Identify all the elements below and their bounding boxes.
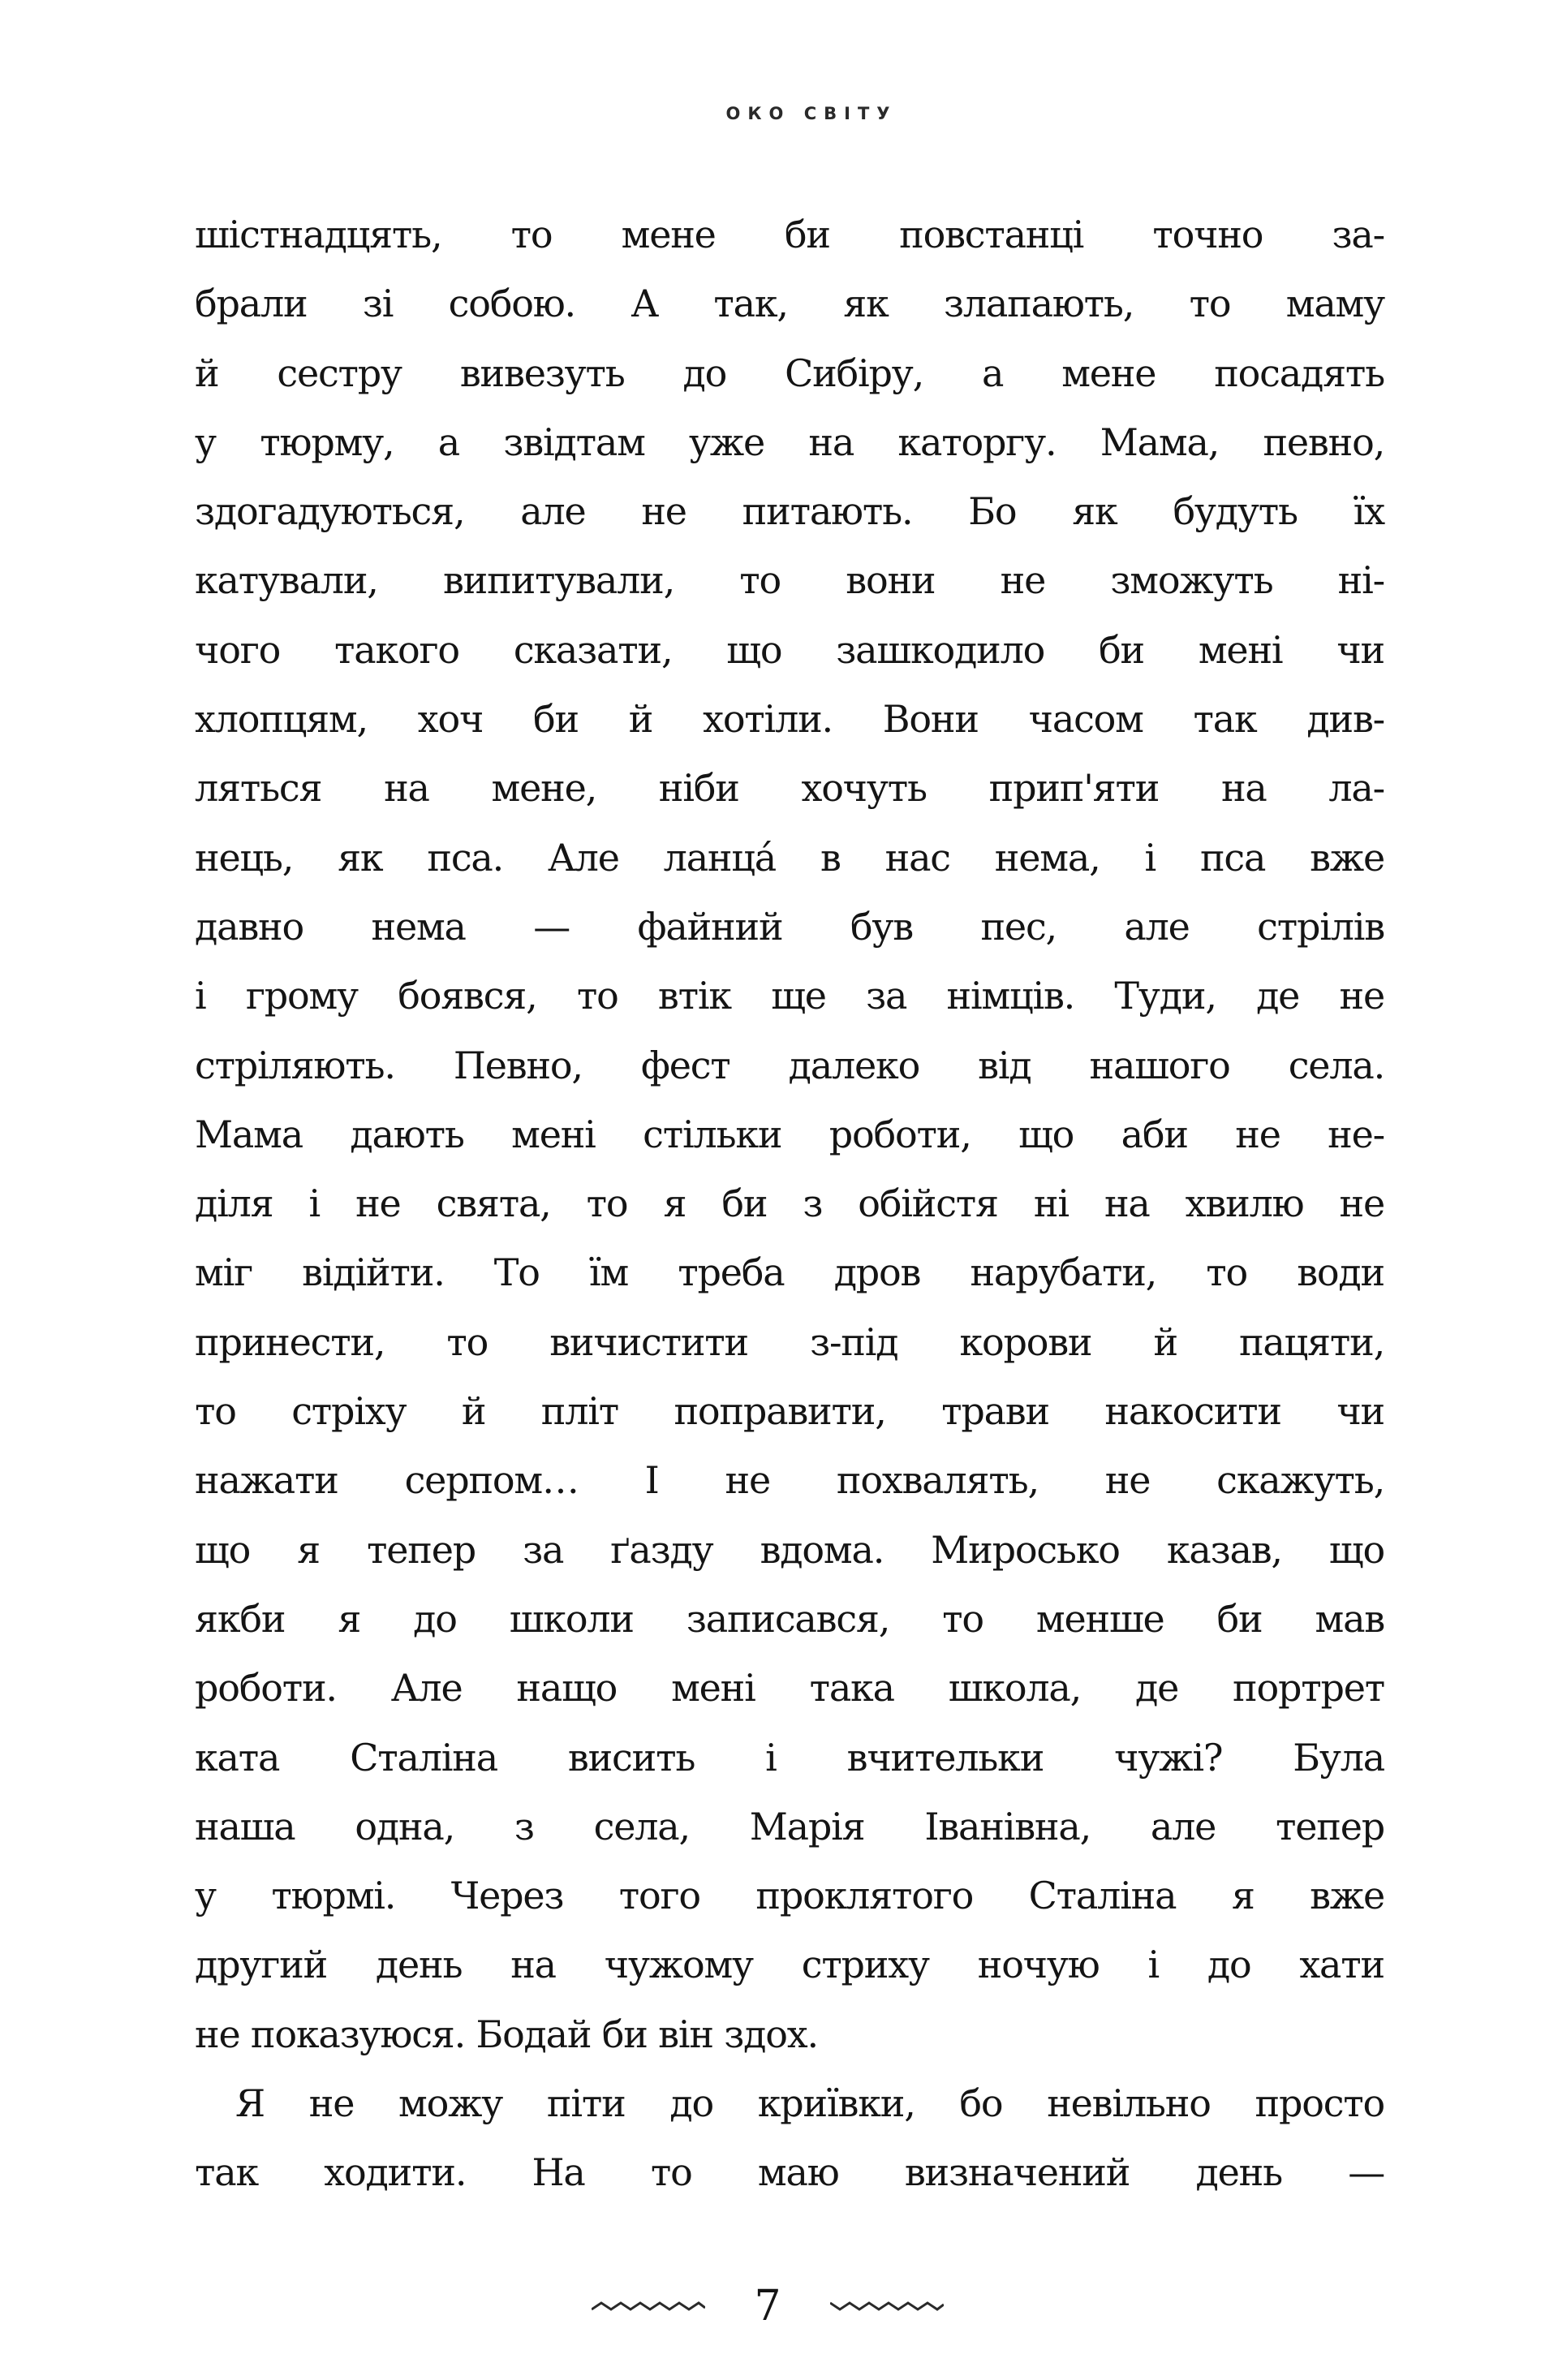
text-line: брали зі собою. А так, як злапають, то маму [195, 282, 1384, 326]
text-line: катували, випитували, то вони не зможуть ні- [195, 558, 1384, 603]
page-footer [0, 2282, 1535, 2331]
text-line: міг відійти. То їм треба дров нарубати, то води [195, 1250, 1384, 1295]
text-line: Мама дають мені стільки роботи, що аби не не- [195, 1112, 1384, 1156]
text-line: чого такого сказати, що зашкодило би мені чи [195, 627, 1384, 672]
text-line: якби я до школи записався, то менше би мав [195, 1596, 1384, 1641]
text-line: хлопцям, хоч би й хотіли. Вони часом так див- [195, 697, 1384, 742]
text-line-paragraph-start: Я не можу піти до криївки, бо невільно просто [235, 2081, 1384, 2126]
text-line: і грому боявся, то втік ще за німців. Туди, де не [195, 974, 1384, 1018]
text-line: роботи. Але нащо мені така школа, де портрет [195, 1666, 1384, 1711]
text-line: діля і не свята, то я би з обійстя ні на хвилю не [195, 1181, 1384, 1226]
zigzag-ornament-icon [830, 2298, 944, 2314]
body-text [195, 200, 1384, 2208]
text-line-paragraph-end: не показуюся. Бодай би він здох. [195, 2012, 818, 2056]
text-line: у тюрму, а звідтам уже на каторгу. Мама, певно, [195, 420, 1384, 464]
text-line: що я тепер за ґазду вдома. Миросько казав, що [195, 1527, 1384, 1572]
text-line: другий день на чужому стриху ночую і до хати [195, 1943, 1384, 1987]
text-line: ляться на мене, ніби хочуть прип'яти на ла- [195, 766, 1384, 811]
text-line: наша одна, з села, Марія Іванівна, але тепер [195, 1804, 1384, 1848]
text-line: стріляють. Певно, фест далеко від нашого села. [195, 1043, 1384, 1087]
zigzag-ornament-icon [592, 2298, 705, 2314]
page-number: 7 [754, 2282, 781, 2331]
text-line: у тюрмі. Через того проклятого Сталіна я вже [195, 1874, 1384, 1918]
text-line: принести, то вичистити з-під корови й пацяти, [195, 1319, 1384, 1364]
text-line: й сестру вивезуть до Сибіру, а мене посадять [195, 351, 1384, 395]
text-line: то стріху й пліт поправити, трави накосити чи [195, 1389, 1384, 1434]
text-line: здогадуються, але не питають. Бо як будуть їх [195, 489, 1384, 534]
text-line: нажати серпом… І не похвалять, не скажуть, [195, 1458, 1384, 1503]
text-line: давно нема — файний був пес, але стрілів [195, 904, 1384, 949]
text-line: шістнадцять, то мене би повстанці точно за- [195, 213, 1384, 256]
text-line: ката Сталіна висить і вчительки чужі? Була [195, 1735, 1384, 1780]
running-head: ОКО СВІТУ [725, 104, 897, 123]
text-line: нець, як пса. Але ланцá в нас нема, і пса вже [195, 835, 1384, 880]
text-line: так ходити. На то маю визначений день — [195, 2150, 1384, 2195]
